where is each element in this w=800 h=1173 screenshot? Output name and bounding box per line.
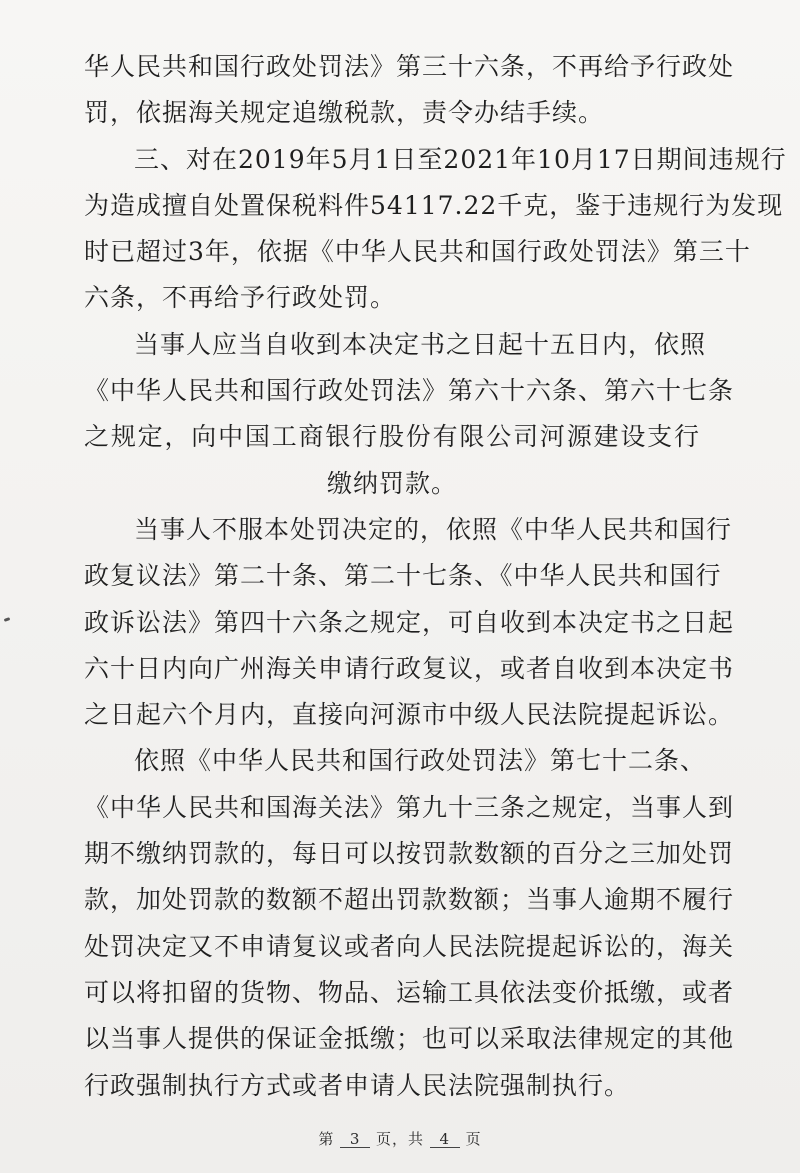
paragraph-4-line-3: 政诉讼法》第四十六条之规定，可自收到本决定书之日起 bbox=[84, 607, 735, 637]
paragraph-5-line-5: 处罚决定又不申请复议或者向人民法院提起诉讼的，海关 bbox=[84, 931, 735, 961]
total-pages-number: 4 bbox=[430, 1131, 460, 1148]
paragraph-3-line-2: 《中华人民共和国行政处罚法》第六十六条、第六十七条 bbox=[84, 376, 735, 406]
paragraph-5-line-8: 行政强制执行方式或者申请人民法院强制执行。 bbox=[84, 1070, 631, 1100]
paragraph-1-line-2: 罚，依据海关规定追缴税款，责令办结手续。 bbox=[84, 98, 605, 128]
paragraph-5-line-6: 可以将扣留的货物、物品、运输工具依法变价抵缴，或者 bbox=[84, 977, 735, 1007]
paragraph-2-line-1: 三、对在2019年5月1日至2021年10月17日期间违规行 bbox=[134, 144, 787, 174]
paragraph-5-line-1: 依照《中华人民共和国行政处罚法》第七十二条、 bbox=[134, 746, 707, 776]
paragraph-2-line-2: 为造成擅自处置保税料件54117.22千克，鉴于违规行为发现 bbox=[84, 190, 784, 220]
paragraph-5-line-7: 以当事人提供的保证金抵缴；也可以采取法律规定的其他 bbox=[84, 1024, 735, 1054]
current-page-number: 3 bbox=[340, 1131, 370, 1148]
paragraph-5-line-4: 款，加处罚款的数额不超出罚款数额；当事人逾期不履行 bbox=[84, 885, 735, 915]
paragraph-4-line-5: 之日起六个月内，直接向河源市中级人民法院提起诉讼。 bbox=[84, 700, 735, 730]
paragraph-2-line-3: 时已超过3年，依据《中华人民共和国行政处罚法》第三十 bbox=[84, 237, 751, 267]
paragraph-3-line-1: 当事人应当自收到本决定书之日起十五日内，依照 bbox=[134, 329, 707, 359]
paragraph-3-line-4: 缴纳罚款。 bbox=[326, 468, 457, 498]
page-footer bbox=[0, 1128, 800, 1149]
paragraph-1-line-1: 华人民共和国行政处罚法》第三十六条，不再给予行政处 bbox=[84, 52, 735, 81]
footer-suffix: 页 bbox=[465, 1130, 482, 1148]
footer-middle: 页，共 bbox=[375, 1130, 424, 1148]
paragraph-3-line-3: 之规定，向中国工商银行股份有限公司河源建设支行 bbox=[84, 422, 700, 452]
document-body bbox=[84, 44, 787, 1109]
paragraph-4-line-4: 六十日内向广州海关申请行政复议，或者自收到本决定书 bbox=[84, 653, 735, 683]
scan-speck bbox=[4, 617, 11, 622]
footer-prefix: 第 bbox=[318, 1130, 335, 1148]
paragraph-5-line-3: 期不缴纳罚款的，每日可以按罚款数额的百分之三加处罚 bbox=[84, 839, 735, 869]
paragraph-5-line-2: 《中华人民共和国海关法》第九十三条之规定，当事人到 bbox=[84, 792, 735, 822]
paragraph-2-line-4: 六条，不再给予行政处罚。 bbox=[84, 283, 397, 313]
paragraph-4-line-2: 政复议法》第二十条、第二十七条、《中华人民共和国行 bbox=[84, 561, 722, 591]
paragraph-4-line-1: 当事人不服本处罚决定的，依照《中华人民共和国行 bbox=[134, 514, 733, 544]
